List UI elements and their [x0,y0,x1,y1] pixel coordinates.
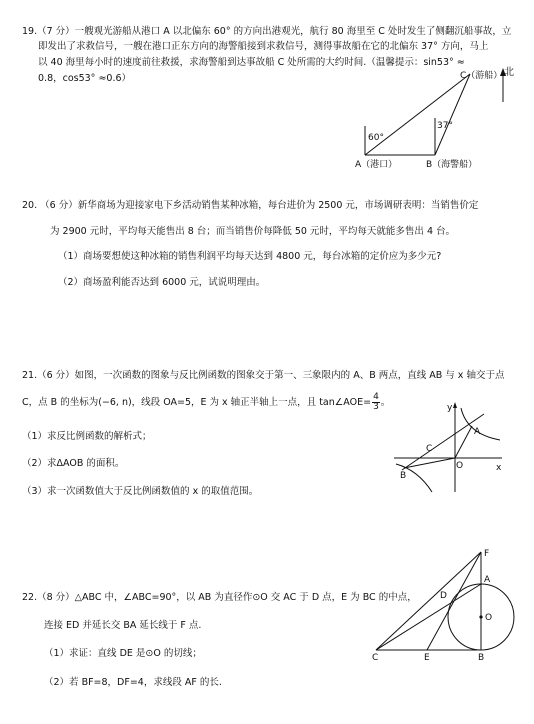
line-bc [435,74,470,155]
q19-figure [340,64,530,172]
label-d: D [440,591,447,601]
q20-line1: 20. （6 分）新华商场为迎接家电下乡活动销售某种冰箱，每台进价为 2500 元，市场调研表明：当销售价定 [22,200,479,211]
line-cf [376,552,481,650]
q21-line2-end: 。 [380,397,391,408]
q21-sub3: （3）求一次函数值大于反比例函数值的 x 的取值范围。 [22,486,259,497]
line-ca [376,584,481,650]
center-dot [479,615,482,618]
q19-line3: 以 40 海里每小时的速度前往救援，求海警船到达事故船 C 处所需的大约时间.（温馨提示：sin53° ≈ [38,57,465,68]
q20-line3: （1）商场要想使这种冰箱的销售利润平均每天达到 4800 元，每台冰箱的定价应为多少元? [58,251,442,262]
label-c: C [372,653,379,662]
fraction-numerator: 4 [373,392,379,402]
q19-line4: 0.8，cos53° ≈0.6） [38,73,132,84]
fraction-denominator: 3 [373,402,379,412]
y-arrow [453,402,457,408]
label-x: x [496,463,502,473]
label-b: B（海警船） [426,160,478,170]
label-y: y [447,403,453,413]
q21-line2 [22,393,390,413]
q19-line1: 19.（7 分）一艘观光游船从港口 A 以北偏东 60° 的方向出港观光，航行 80 海里至 C 处时发生了侧翻沉船事故，立 [22,26,512,37]
angle-60-label: 60° [368,133,384,143]
label-c: C [426,444,433,454]
label-b: B [400,471,407,481]
tan-fraction [372,393,380,412]
line-ab [402,414,484,470]
q22-line2: 连接 ED 并延长交 BA 延长线于 F 点. [44,620,202,631]
q21-line1: 21.（6 分）如图，一次函数的图象与反比例函数的图象交于第一、三象限内的 A、B 两点，直线 AB 与 x 轴交于点 [22,370,505,381]
q22-sub2: （2）若 BF=8，DF=4，求线段 AF 的长. [44,677,222,688]
q21-sub1: （1）求反比例函数的解析式； [22,431,152,442]
q20-line4: （2）商场盈利能否达到 6000 元，试说明理由。 [58,277,266,288]
label-c: C（游船） [460,71,503,81]
label-north: 北 [504,67,514,78]
q22-line1: 22.（8 分）△ABC 中，∠ABC=90°，以 AB 为直径作⊙O 交 AC 于 D 点，E 为 BC 的中点， [22,592,417,603]
q19-line2: 即发出了求救信号，一艘在港口正东方向的海警船接到求救信号，测得事故船在它的北偏东 37° 方向，马上 [38,41,489,52]
q21-sub2: （2）求ΔAOB 的面积。 [22,458,125,469]
q22-sub1: （1）求证：直线 DE 是⊙O 的切线； [44,648,202,659]
q20-line2: 为 2900 元时，平均每天能售出 8 台；而当销售价每降低 50 元时，平均每天就能多售出 4 台。 [50,226,456,237]
label-a: A（港口） [355,160,398,170]
q21-figure [392,400,512,496]
label-a: A [484,575,491,585]
label-b: B [478,653,485,662]
label-f: F [484,549,490,559]
q21-line2-text: C，点 B 的坐标为(−6, n)，线段 OA=5，E 为 x 轴正半轴上一点，且 tan∠AOE= [22,397,372,408]
label-o: O [456,461,464,471]
angle-37-label: 37° [437,121,453,131]
label-o: O [485,613,493,623]
q22-figure [368,546,532,662]
label-a: A [474,427,481,437]
label-e: E [424,653,430,662]
line-oa [455,426,472,458]
